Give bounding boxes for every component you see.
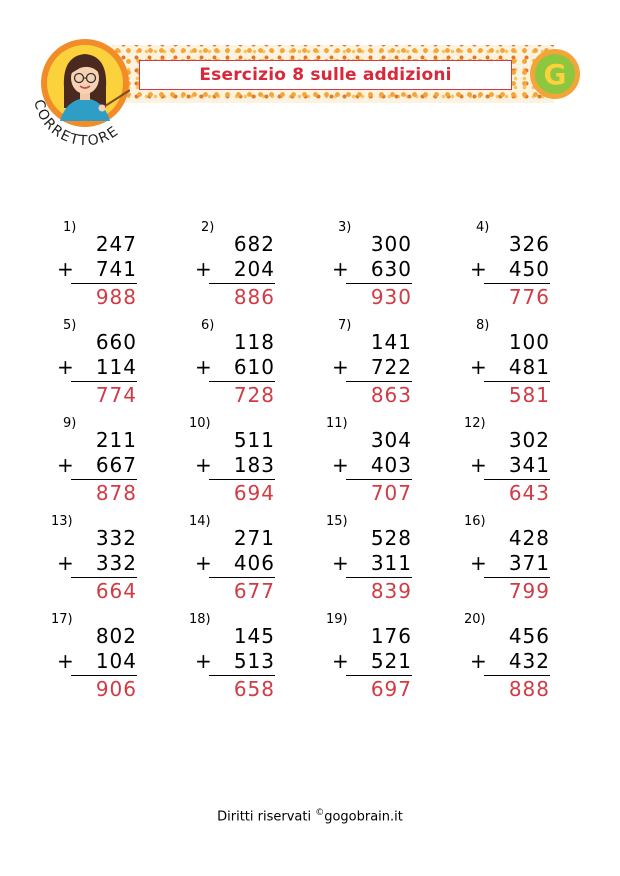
second-addend: 204 <box>233 257 275 281</box>
problem-number: 5) <box>63 318 77 333</box>
result: 863 <box>370 383 412 407</box>
problem-item <box>165 318 275 416</box>
problem-item <box>302 416 412 514</box>
result: 776 <box>508 285 550 309</box>
problem-item <box>165 612 275 710</box>
result: 878 <box>95 481 137 505</box>
plus-sign: + <box>332 649 350 673</box>
problem-number: 13) <box>51 514 73 529</box>
sum-line <box>484 577 550 578</box>
first-addend: 176 <box>370 624 412 648</box>
second-addend-row <box>195 650 275 672</box>
second-addend: 667 <box>95 453 137 477</box>
first-addend: 271 <box>233 526 275 550</box>
plus-sign: + <box>332 355 350 379</box>
problem-number: 8) <box>476 318 490 333</box>
second-addend: 610 <box>233 355 275 379</box>
second-addend-row <box>332 356 412 378</box>
copyright-mark: © <box>315 808 325 818</box>
second-addend-row <box>470 258 550 280</box>
second-addend-row <box>470 552 550 574</box>
second-addend-row <box>195 552 275 574</box>
second-addend: 311 <box>370 551 412 575</box>
plus-sign: + <box>470 257 488 281</box>
second-addend: 403 <box>370 453 412 477</box>
page-title: Esercizio 8 sulle addizioni <box>199 65 452 85</box>
second-addend-row <box>57 454 137 476</box>
result: 664 <box>95 579 137 603</box>
second-addend-row <box>470 356 550 378</box>
sum-line <box>484 675 550 676</box>
second-addend: 630 <box>370 257 412 281</box>
problem-number: 10) <box>189 416 211 431</box>
problem-number: 20) <box>464 612 486 627</box>
problem-number: 17) <box>51 612 73 627</box>
result: 799 <box>508 579 550 603</box>
second-addend-row <box>195 454 275 476</box>
first-addend: 302 <box>508 428 550 452</box>
second-addend: 341 <box>508 453 550 477</box>
first-addend: 802 <box>95 624 137 648</box>
plus-sign: + <box>57 453 75 477</box>
problem-number: 19) <box>326 612 348 627</box>
plus-sign: + <box>195 453 213 477</box>
sum-line <box>209 675 275 676</box>
second-addend-row <box>57 552 137 574</box>
second-addend: 406 <box>233 551 275 575</box>
second-addend-row <box>57 650 137 672</box>
problem-number: 15) <box>326 514 348 529</box>
problem-item <box>27 612 137 710</box>
first-addend: 456 <box>508 624 550 648</box>
svg-text:G: G <box>543 58 567 91</box>
first-addend: 428 <box>508 526 550 550</box>
sum-line <box>346 479 412 480</box>
second-addend: 741 <box>95 257 137 281</box>
problem-item <box>440 416 550 514</box>
plus-sign: + <box>332 551 350 575</box>
problem-number: 1) <box>63 220 77 235</box>
result: 888 <box>508 677 550 701</box>
plus-sign: + <box>470 649 488 673</box>
plus-sign: + <box>57 257 75 281</box>
result: 839 <box>370 579 412 603</box>
plus-sign: + <box>470 551 488 575</box>
first-addend: 211 <box>95 428 137 452</box>
problem-item <box>27 220 137 318</box>
first-addend: 141 <box>370 330 412 354</box>
problem-number: 14) <box>189 514 211 529</box>
first-addend: 332 <box>95 526 137 550</box>
footer-text: Diritti riservati <box>217 809 316 825</box>
problem-number: 3) <box>338 220 352 235</box>
second-addend-row <box>332 454 412 476</box>
second-addend: 332 <box>95 551 137 575</box>
sum-line <box>71 381 137 382</box>
first-addend: 660 <box>95 330 137 354</box>
result: 643 <box>508 481 550 505</box>
result: 581 <box>508 383 550 407</box>
problem-item <box>27 416 137 514</box>
footer-site: gogobrain.it <box>324 809 403 825</box>
first-addend: 247 <box>95 232 137 256</box>
problem-item <box>302 318 412 416</box>
problem-item <box>27 318 137 416</box>
result: 988 <box>95 285 137 309</box>
plus-sign: + <box>332 257 350 281</box>
sum-line <box>346 381 412 382</box>
plus-sign: + <box>57 355 75 379</box>
second-addend: 521 <box>370 649 412 673</box>
problem-item <box>302 220 412 318</box>
second-addend: 513 <box>233 649 275 673</box>
result: 707 <box>370 481 412 505</box>
first-addend: 682 <box>233 232 275 256</box>
second-addend-row <box>332 258 412 280</box>
problem-number: 4) <box>476 220 490 235</box>
second-addend-row <box>57 356 137 378</box>
plus-sign: + <box>332 453 350 477</box>
sum-line <box>346 577 412 578</box>
problem-item <box>165 514 275 612</box>
plus-sign: + <box>195 257 213 281</box>
second-addend: 371 <box>508 551 550 575</box>
sum-line <box>71 577 137 578</box>
plus-sign: + <box>195 649 213 673</box>
second-addend-row <box>332 650 412 672</box>
second-addend: 104 <box>95 649 137 673</box>
plus-sign: + <box>470 355 488 379</box>
second-addend-row <box>470 454 550 476</box>
sum-line <box>209 479 275 480</box>
problem-item <box>440 318 550 416</box>
problem-number: 6) <box>201 318 215 333</box>
sum-line <box>209 577 275 578</box>
svg-text:CORRETTORE: CORRETTORE <box>30 97 123 145</box>
first-addend: 118 <box>233 330 275 354</box>
sum-line <box>484 381 550 382</box>
result: 906 <box>95 677 137 701</box>
problem-number: 9) <box>63 416 77 431</box>
second-addend: 481 <box>508 355 550 379</box>
sum-line <box>209 283 275 284</box>
first-addend: 300 <box>370 232 412 256</box>
plus-sign: + <box>195 355 213 379</box>
first-addend: 326 <box>508 232 550 256</box>
first-addend: 100 <box>508 330 550 354</box>
second-addend: 114 <box>95 355 137 379</box>
plus-sign: + <box>470 453 488 477</box>
first-addend: 145 <box>233 624 275 648</box>
problem-item <box>27 514 137 612</box>
result: 694 <box>233 481 275 505</box>
second-addend-row <box>57 258 137 280</box>
problem-number: 2) <box>201 220 215 235</box>
problem-item <box>302 514 412 612</box>
second-addend-row <box>332 552 412 574</box>
footer <box>0 808 620 824</box>
first-addend: 528 <box>370 526 412 550</box>
problem-item <box>165 416 275 514</box>
sum-line <box>346 675 412 676</box>
sum-line <box>209 381 275 382</box>
result: 697 <box>370 677 412 701</box>
plus-sign: + <box>57 649 75 673</box>
result: 774 <box>95 383 137 407</box>
problem-number: 7) <box>338 318 352 333</box>
problem-number: 11) <box>326 416 348 431</box>
problem-item <box>165 220 275 318</box>
sum-line <box>71 479 137 480</box>
first-addend: 304 <box>370 428 412 452</box>
plus-sign: + <box>195 551 213 575</box>
problem-number: 18) <box>189 612 211 627</box>
problem-item <box>440 514 550 612</box>
result: 677 <box>233 579 275 603</box>
problem-item <box>302 612 412 710</box>
second-addend: 722 <box>370 355 412 379</box>
second-addend-row <box>195 258 275 280</box>
plus-sign: + <box>57 551 75 575</box>
result: 728 <box>233 383 275 407</box>
second-addend-row <box>470 650 550 672</box>
problem-item <box>440 612 550 710</box>
problem-item <box>440 220 550 318</box>
sum-line <box>484 283 550 284</box>
sum-line <box>346 283 412 284</box>
result: 658 <box>233 677 275 701</box>
result: 930 <box>370 285 412 309</box>
second-addend: 183 <box>233 453 275 477</box>
second-addend-row <box>195 356 275 378</box>
sum-line <box>484 479 550 480</box>
problem-number: 12) <box>464 416 486 431</box>
sum-line <box>71 675 137 676</box>
sum-line <box>71 283 137 284</box>
problem-number: 16) <box>464 514 486 529</box>
second-addend: 432 <box>508 649 550 673</box>
result: 886 <box>233 285 275 309</box>
second-addend: 450 <box>508 257 550 281</box>
first-addend: 511 <box>233 428 275 452</box>
